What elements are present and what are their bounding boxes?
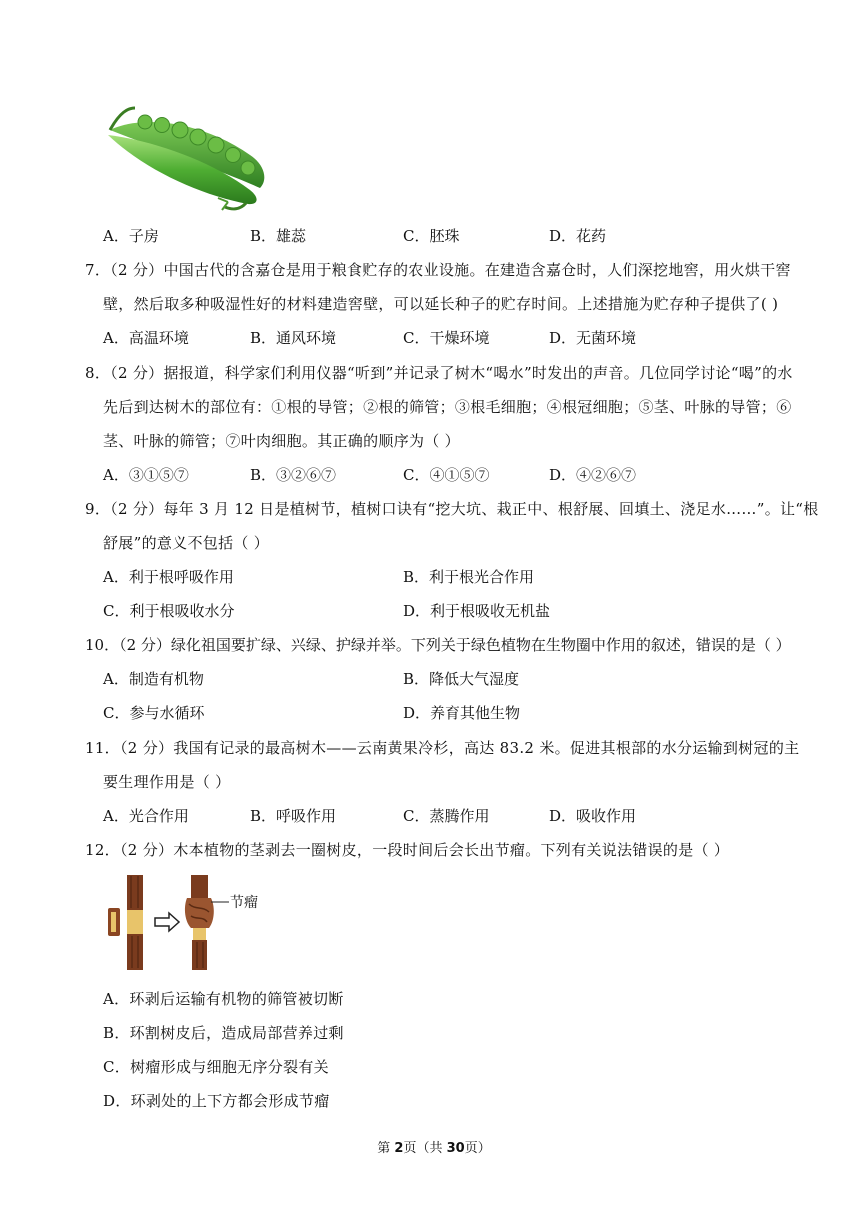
q10-option-c: C．参与水循环 (103, 704, 205, 722)
q11-option-d: D．吸收作用 (549, 807, 637, 825)
figure-label-gall: 节瘤 (230, 895, 258, 911)
q6-option-c: C．胚珠 (403, 227, 460, 245)
q8-stem-line-1: 8．（2 分）据报道，科学家们利用仪器“听到”并记录了树木“喝水”时发出的声音。几位同学讨论“喝”的水 (85, 364, 793, 382)
q6-option-b: B．雄蕊 (250, 227, 307, 245)
q8-option-a: A．③①⑤⑦ (103, 466, 189, 484)
q9-option-a: A．利于根呼吸作用 (103, 568, 234, 586)
q8-stem-line-3: 茎、叶脉的筛管；⑦叶肉细胞。其正确的顺序为（ ） (103, 432, 460, 450)
q10-option-d: D．养育其他生物 (403, 704, 521, 722)
q8-stem-line-2: 先后到达树木的部位有：①根的导管；②根的筛管；③根毛细胞；④根冠细胞；⑤茎、叶脉的导管；⑥ (103, 398, 792, 416)
q8-option-d: D．④②⑥⑦ (549, 466, 637, 484)
q12-option-c: C．树瘤形成与细胞无序分裂有关 (103, 1058, 329, 1076)
q12-option-a: A．环剥后运输有机物的筛管被切断 (103, 990, 344, 1008)
q10-option-b: B．降低大气湿度 (403, 670, 520, 688)
footer-total-pages: 30 (446, 1141, 465, 1156)
q7-option-b: B．通风环境 (250, 329, 337, 347)
q7-option-d: D．无菌环境 (549, 329, 637, 347)
q7-option-c: C．干燥环境 (403, 329, 490, 347)
pea-pod-image (100, 100, 275, 215)
page-footer (0, 1137, 868, 1156)
q11-stem-line-1: 11．（2 分）我国有记录的最高树木——云南黄果冷杉，高达 83.2 米。促进其根部的水分运输到树冠的主 (85, 739, 800, 757)
q8-option-c: C．④①⑤⑦ (403, 466, 490, 484)
q12-stem-line-1: 12．（2 分）木本植物的茎剥去一圈树皮，一段时间后会长出节瘤。下列有关说法错误的是（ ） (85, 841, 730, 859)
q10-option-a: A．制造有机物 (103, 670, 204, 688)
q11-option-c: C．蒸腾作用 (403, 807, 490, 825)
q9-option-d: D．利于根吸收无机盐 (403, 602, 551, 620)
footer-suffix: 页） (464, 1141, 491, 1156)
q7-stem-line-2: 壁，然后取多种吸湿性好的材料建造窖壁，可以延长种子的贮存时间。上述措施为贮存种子提供了( ) (103, 295, 779, 313)
q11-stem-line-2: 要生理作用是（ ） (103, 773, 231, 791)
q6-option-d: D．花药 (549, 227, 607, 245)
q9-option-b: B．利于根光合作用 (403, 568, 535, 586)
q9-stem-line-2: 舒展”的意义不包括（ ） (103, 534, 270, 552)
q9-option-c: C．利于根吸收水分 (103, 602, 235, 620)
q10-stem-line-1: 10．（2 分）绿化祖国要扩绿、兴绿、护绿并举。下列关于绿色植物在生物圈中作用的叙述，错误的是（ ） (85, 636, 791, 654)
footer-page-number: 2 (394, 1141, 404, 1156)
q7-stem-line-1: 7．（2 分）中国古代的含嘉仓是用于粮食贮存的农业设施。在建造含嘉仓时，人们深挖地窖，用火烘干窖 (85, 261, 791, 279)
q12-option-b: B．环割树皮后，造成局部营养过剩 (103, 1024, 344, 1042)
q8-option-b: B．③②⑥⑦ (250, 466, 337, 484)
q9-stem-line-1: 9．（2 分）每年 3 月 12 日是植树节，植树口诀有“挖大坑、栽正中、根舒展、回填土、浇足水……”。让“根 (85, 500, 819, 518)
q11-option-a: A．光合作用 (103, 807, 189, 825)
q11-option-b: B．呼吸作用 (250, 807, 337, 825)
q6-option-a: A．子房 (103, 227, 159, 245)
q7-option-a: A．高温环境 (103, 329, 189, 347)
footer-prefix: 第 (377, 1141, 395, 1156)
q12-option-d: D．环剥处的上下方都会形成节瘤 (103, 1092, 330, 1110)
girdling-figure (103, 870, 268, 975)
footer-mid: 页（共 (403, 1141, 447, 1156)
